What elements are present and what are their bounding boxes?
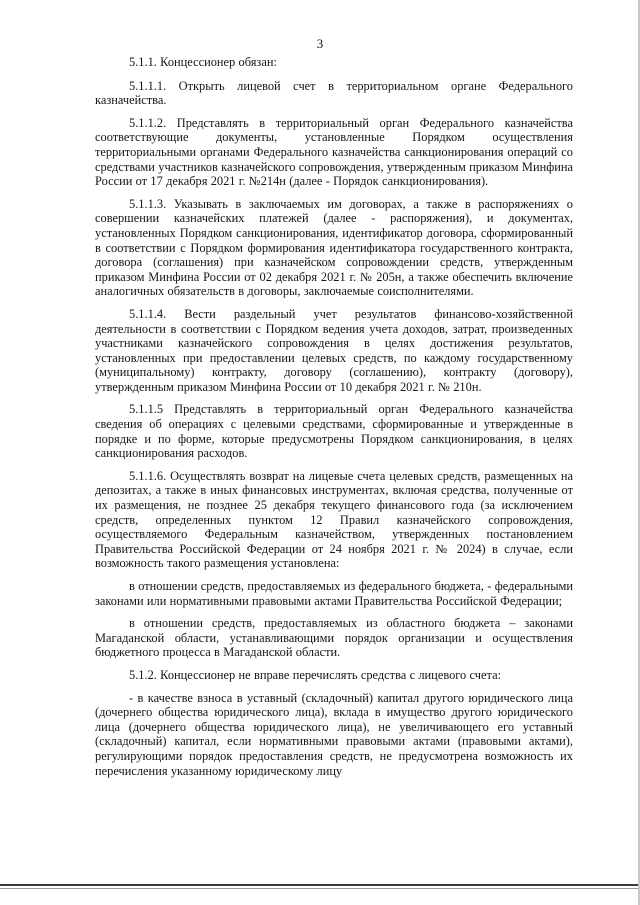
federal-budget-clause: в отношении средств, предоставляемых из федерального бюджета, - федеральными законами или нормативными правовыми актами Правительства Российской Федерации; <box>95 579 573 608</box>
clause-5-1-1-3: 5.1.1.3. Указывать в заключаемых им договорах, а также в распоряжениях о совершении казначейских платежей (далее - распоряжения), и документах, установленных Порядком санкционирования, идентификатор договора, сформированный в соответствии с Порядком формирования идентификатора государственного контракта, договора (соглашения) при казначейском сопровождении средств, утвержденным приказом Минфина России от 02 декабря 2021 г. № 205н, а также обеспечить включение аналогичных обязательств в договоры, заключаемые соисполнителями. <box>95 196 573 299</box>
scan-edge-shadow <box>0 888 640 889</box>
clause-5-1-2: 5.1.2. Концессионер не вправе перечислять средства с лицевого счета: <box>129 667 502 682</box>
clause-5-1-1-4: 5.1.1.4. Вести раздельный учет результатов финансово-хозяйственной деятельности в соответствии с Порядком ведения учета доходов, затрат, произведенных участниками казначейского сопровождения в целях достижения результатов, установленных при предоставлении целевых средств, по каждому государственному (муниципальному) контракту, договору (соглашению), контракту (договору), утвержденным приказом Минфина России от 10 декабря 2021 г. № 210н. <box>95 306 573 394</box>
clause-5-1-1-2: 5.1.1.2. Представлять в территориальный орган Федерального казначейства соответствующие документы, установленные Порядком осуществления территориальными органами Федерального казначейства санкционирования операций со средствами участников казначейского сопровождения, утвержденным приказом Минфина России от 17 декабря 2021 г. №214н (далее - Порядок санкционирования). <box>95 115 573 189</box>
regional-budget-clause: в отношении средств, предоставляемых из областного бюджета – законами Магаданской области, устанавливающими порядок организации и осуществления бюджетного процесса в Магаданской области. <box>95 616 573 660</box>
page-number: 3 <box>316 36 324 51</box>
clause-5-1-2-item: - в качестве взноса в уставный (складочный) капитал другого юридического лица (дочернего общества юридического лица), вклада в имущество другого юридического лица (дочернего общества юридического лица), не увеличивающего его уставный (складочный) капитал, если нормативными правовыми актами (правовыми актами), регулирующими порядок предоставления средств, не предусмотрена возможность их перечисления указанному юридическому лицу <box>95 690 573 778</box>
document-body <box>95 55 573 786</box>
scan-edge-line <box>0 884 640 886</box>
clause-5-1-1: 5.1.1. Концессионер обязан: <box>129 55 277 69</box>
clause-5-1-1-1: 5.1.1.1. Открыть лицевой счет в территориальном органе Федерального казначейства. <box>95 78 573 108</box>
clause-5-1-1-6: 5.1.1.6. Осуществлять возврат на лицевые счета целевых средств, размещенных на депозитах, а также в иных финансовых инструментах, включая средства, полученные от их размещения, не позднее 25 декабря текущего финансового года (за исключением средств, определенных пунктом 12 Правил казначейского сопровождения, осуществляемого Федеральным казначейством, утвержденных постановлением Правительства Российской Федерации от 24 ноября 2021 г. № 2024) в случае, если возможность такого размещения установлена: <box>95 468 573 571</box>
clause-5-1-1-5: 5.1.1.5 Представлять в территориальный орган Федерального казначейства сведения об операциях с целевыми средствами, сформированные и утвержденные в порядке и по форме, которые предусмотрены Порядком санкционирования, в целях санкционирования расходов. <box>95 402 573 461</box>
